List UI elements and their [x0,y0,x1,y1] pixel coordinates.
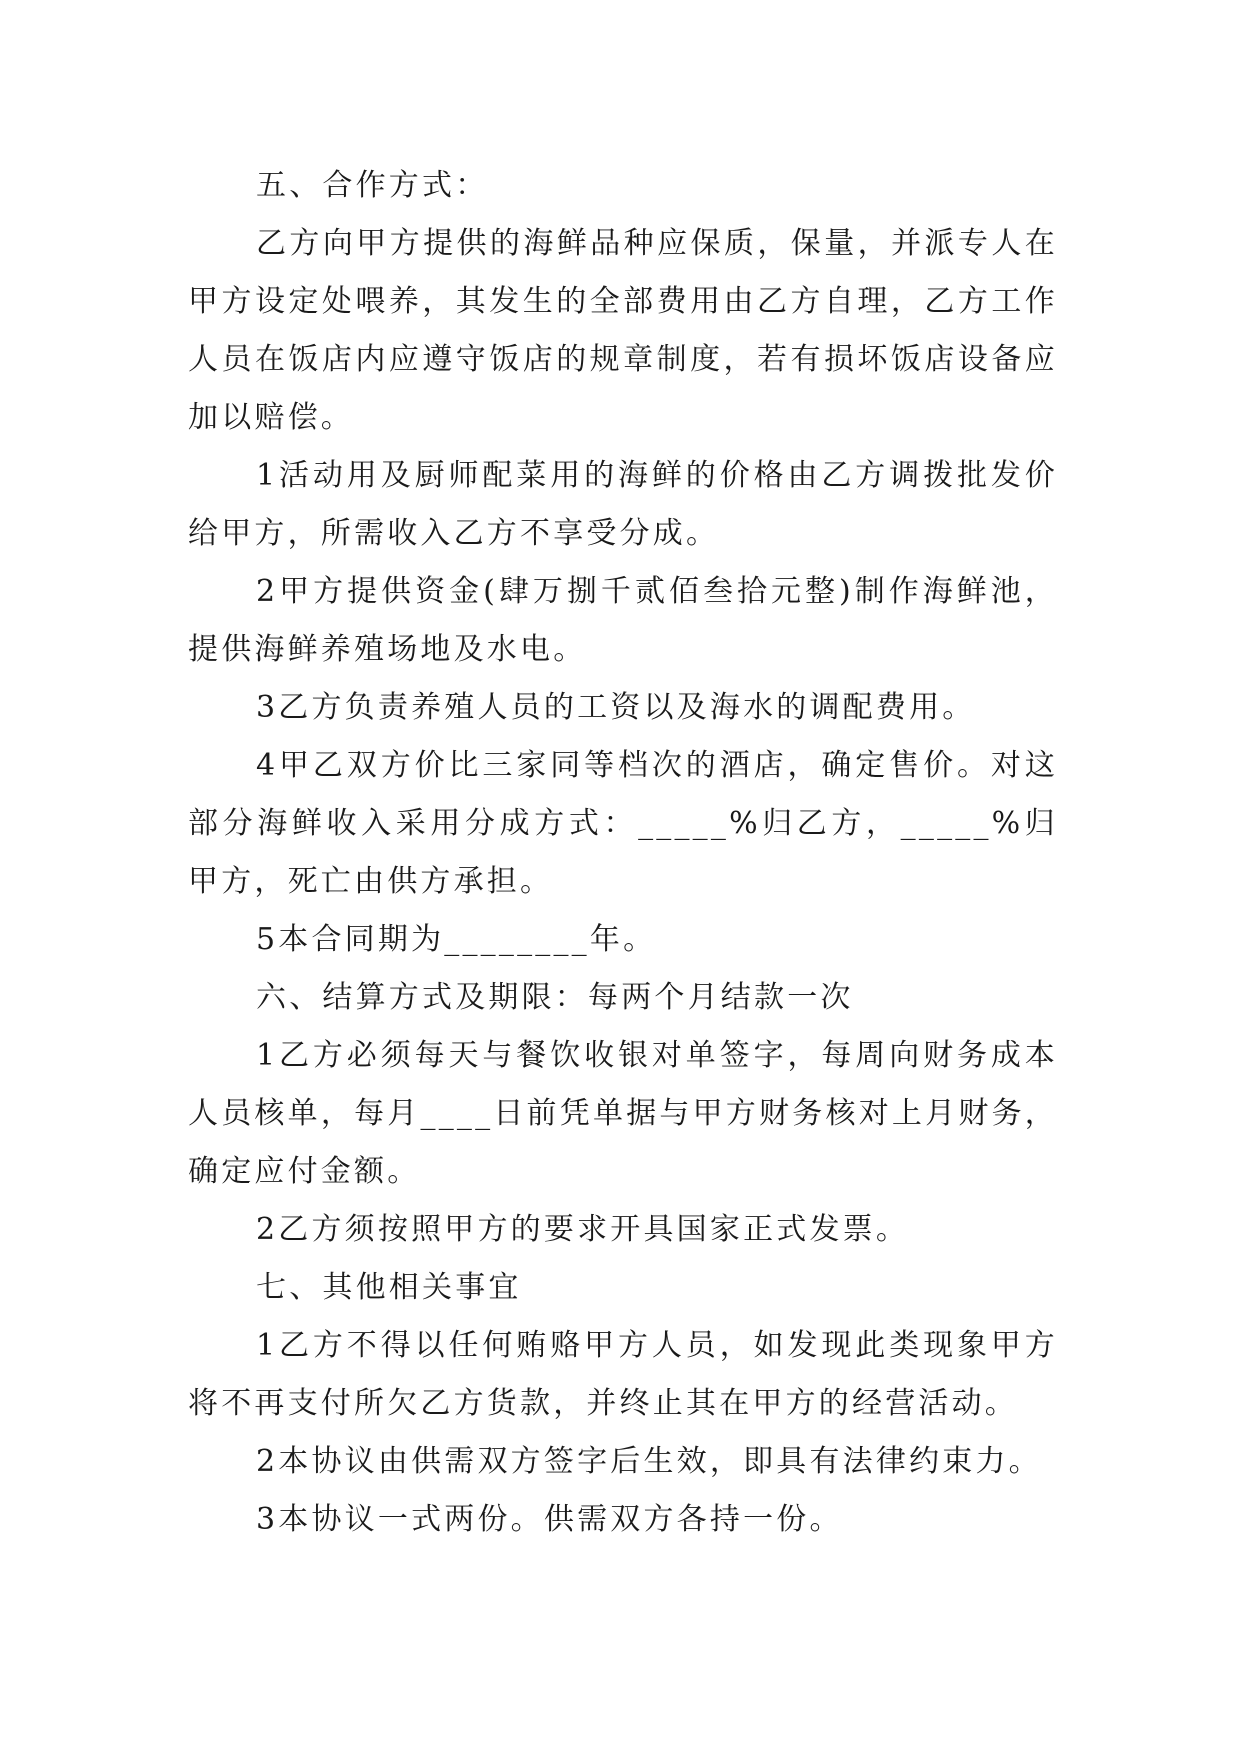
clause-5-5: 5本合同期为________年。 [256,922,657,957]
clause-5-3: 3乙方负责养殖人员的工资以及海水的调配费用。 [256,690,976,725]
clause-6-1: 1乙方必须每天与餐饮收银对单签字，每周向财务成本人员核单，每月____日前凭单据与甲方财务核对上月财务，确定应付金额。 [188,1038,1058,1189]
clause-7-1: 1乙方不得以任何贿赂甲方人员，如发现此类现象甲方将不再支付所欠乙方货款，并终止其在甲方的经营活动。 [188,1328,1058,1421]
clause-5-2: 2甲方提供资金(肆万捌千贰佰叁拾元整)制作海鲜池，提供海鲜养殖场地及水电。 [188,574,1058,667]
document-body [188,157,1058,1549]
clause-6-2: 2乙方须按照甲方的要求开具国家正式发票。 [256,1212,910,1247]
section-heading-other-matters: 七、其他相关事宜 [256,1270,522,1305]
clause-5-4: 4甲乙双方价比三家同等档次的酒店，确定售价。对这部分海鲜收入采用分成方式：_____%归乙方，_____%归甲方，死亡由供方承担。 [188,748,1058,899]
clause-7-3: 3本协议一式两份。供需双方各持一份。 [256,1502,843,1537]
section-heading-cooperation: 五、合作方式： [256,168,489,203]
section-heading-settlement: 六、结算方式及期限：每两个月结款一次 [256,980,854,1015]
paragraph-supply-terms: 乙方向甲方提供的海鲜品种应保质，保量，并派专人在甲方设定处喂养，其发生的全部费用由乙方自理，乙方工作人员在饭店内应遵守饭店的规章制度，若有损坏饭店设备应加以赔偿。 [188,226,1058,435]
clause-5-1: 1活动用及厨师配菜用的海鲜的价格由乙方调拨批发价给甲方，所需收入乙方不享受分成。 [188,458,1058,551]
clause-7-2: 2本协议由供需双方签字后生效，即具有法律约束力。 [256,1444,1042,1479]
